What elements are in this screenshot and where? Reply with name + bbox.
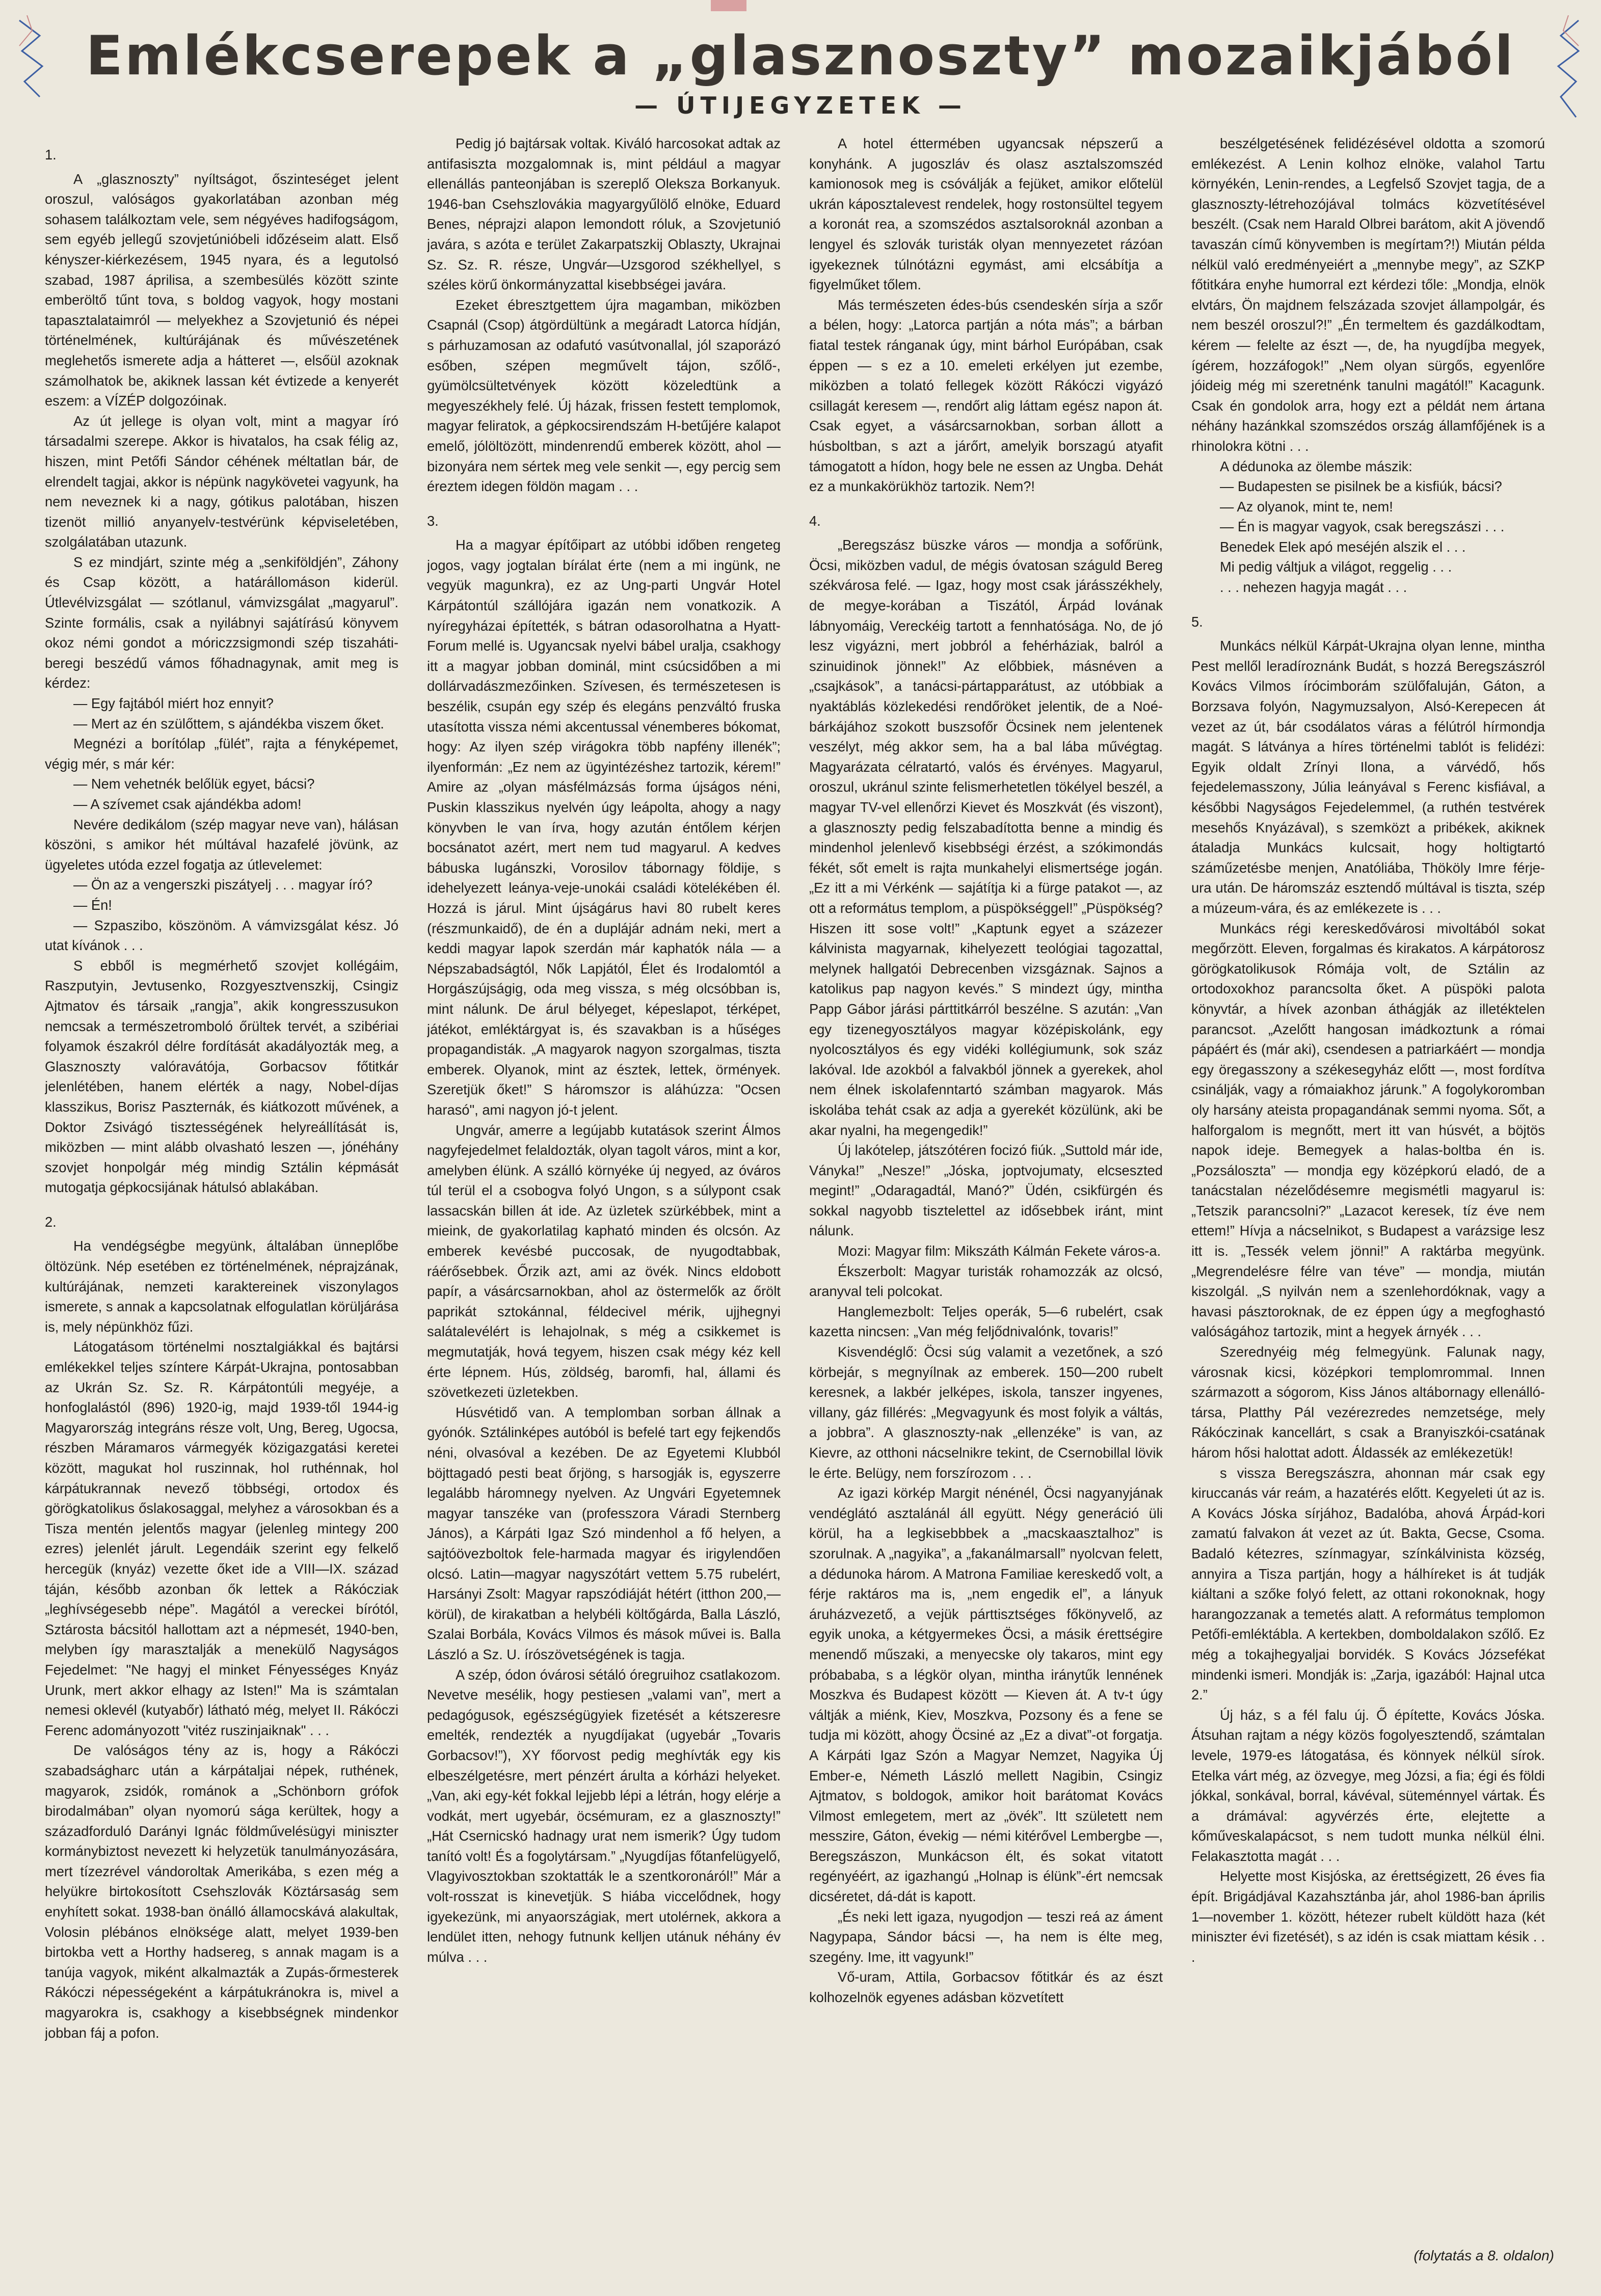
article-paragraph: beszélgetésének felidézésével oldotta a szomorú emlékezést. A Lenin kolhoz elnöke, valahol Tartu környékén, Lenin-rendes, a Legfelső Szovjet tagja, de a glasznoszty-létrehozójával tolmács közvetítésével beszélt. (Csak nem Harald Olbrei barátom, akit A jövendő tavaszán című könyvemben is megírtam?!) Miután példa nélkül való eredményeiért a „mennybe megy”, az SZKP főtitkára enyhe humorral ezt kérdezi tőle: „Mondja, elnök elvtárs, Ön majdnem felszázada szovjet állampolgár, és nem beszél oroszul?!” „Én termeltem és gazdálkodtam, kérem — felelte az észt —, de, ha nyugdíjba megyek, ígérem, hozzáfogok!” „Nem olyan sürgős, egyenlőre jóideig még mi szeretnénk tanulni magától!” Kacagunk. Csak én gondolok arra, hogy ezt a példát nem ártana néhány hazánkkal szomszédos ország államfőjének is a rhinolokra kötni . . . <box>1191 136 1545 454</box>
article-paragraph: Hanglemezbolt: Teljes operák, 5—6 rubelért, csak kazetta nincsen: „Van még feljődnivalónk, tovaris!” <box>809 1303 1163 1340</box>
column-3 <box>809 133 1163 2232</box>
article-paragraph: Pedig jó bajtársak voltak. Kiváló harcosokat adtak az antifasiszta mozgalomnak is, mint például a magyar ellenállás panteonjában is szereplő Olekszа Borkanyuk. 1946-ban Csehszlovákia magyargyűlölő elnöke, Eduard Benes, néprajzi alapon lemondott róluk, a Szovjetunió javára, s azóta e terület Zakarpatszkij Oblaszty, Ukrajnai Sz. Sz. R. része, Ungvár—Uzsgorod székhellyel, s széles körű önkormányzattal kisebbségei javára. <box>427 136 781 293</box>
article-paragraph: Új ház, s a fél falu új. Ő építette, Kovács Jóska. Átsuhan rajtam a négy közös fogolyesztendő, számtalan levele, 1979-es látogatása, és könnyek nélkül sírok. Etelka várt még, az özvegye, meg Józsi, a fia; égi és földi jókkal, sonkával, borral, kávéval, süteménnyel vártak. És a drámával: agyvérzés érte, elejtette a kőműveskalapácsot, s nem tudott munka nélkül élni. Felakasztotta magát . . . <box>1191 1707 1545 1864</box>
article-paragraph: Mozi: Magyar film: Mikszáth Kálmán Fekete város-a. <box>838 1243 1161 1259</box>
article-paragraph: Új lakótelep, játszótéren focizó fiúk. „Suttold már ide, Ványka!” „Nesze!” „Jóska, joptvojumaty, elcseszted megint!” „Odaragadtál, Manó?” Üdén, csikfürgén és sokkal nagyobb tisztelettel az idősebbek iránt, mint nálunk. <box>809 1142 1163 1239</box>
article-paragraph: De valóságos tény az is, hogy a Rákóczi szabadságharc után a kárpátaljai népek, ruthének, magyarok, zsidók, románok a „Schönborn grófok birodalmában” olyan nyomorú sága kerültek, hogy a századforduló Darányi Ignác földművelésügyi miniszter kormánybiztost nevezett ki helyzetük tanulmányozására, mert tízezrével vándoroltak Amerikába, s ezen még a helyükre birtokosított Csehszlovák Köztársaság sem enyhített sokat. 1938-ban önálló államocskává alakultak, Volosin plébános elnöksége alatt, melyet 1939-ben birtokba vett a Horthy hadsereg, s annak magam is a tanúja vagyok, miként alkalmazták a Zupás-őrmesterek Rákóczi népességeként a kárpátukránokra is, mivel a magyarokra is, csakhogy a kisebbségnek mindenkor jobban fáj a pofon. <box>45 1742 398 2041</box>
article-paragraph: „És neki lett igaza, nyugodjon — teszi reá az áment Nagypapa, Sándor bácsi —, ha nem is élte meg, szegény. Ime, itt vagyunk!” <box>809 1908 1163 1965</box>
article-paragraph: „Beregszász büszke város — mondja a sofőrünk, Öcsi, miközben vadul, de mégis óvatosan száguld Bereg székvárosa felé. — Igaz, hogy most csak járásszékhely, de megye-korában a Tiszától, Árpád lovának lábnyomáig, Vereckéig tartott a fennhatósága. No, de jó lesz vigyázni, mert jobbról a fehérháziak, balról a szinuidinok jönnek!” Az előbbiek, másnéven a „csajkások”, a tanácsi-pártapparátust, az utóbbiak a nyaktáblás közlekedési rendőröket jelentik, de a Noé-bárkájához szokott buszsofőr Öcsinek nem jelentenek veszélyt, még akkor sem, ha a bal lába művégtag. Magyarázata célratartó, valós és érvényes. Magyarul, oroszul, ukránul szinte felismerhetetlen tökélyel beszél, a magyar TV-vel ellenőrzi Kievet és Moszkvát (és viszont), a glasznoszty pedig felszabadította benne a mindig és mindenhol jelenlevő kisebbségi érzést, a szókimondás fékét, sőt emelt is rajta munkahelyi elismertsége jogán. „Ez itt a mi Vérkénk — sajátítja ki a fürge patakot —, az ott a református templom, a püspökséggel!” „Püspökség? Hiszen itt sose volt!” „Kaptunk egyet a százezer kálvinista magyarnak, kihelyezett teológiai tagozattal, melynek hallgatói Debrecenben vizsgáznak. Sajnos a katolikus pap nagyon kevés.” S mindezt úgy, mintha Papp Gábor járási párttitkárról beszélne. S azután: „Van egy tizenegyosztályos magyar középiskolánk, egy nyolcosztályos és egy vidéki kollégiumunk, sok száz lakóval. Ide azokból a falvakból jönnek a gyerekek, ahol nem élnek iskolafenntartó számban magyarok. Más iskolába tehát csak az adja a gyerekét közülünk, aki be akar nyalni, ha megengedik!” <box>809 537 1163 1138</box>
column-4 <box>1191 133 1545 2232</box>
article-paragraph: Szerednyéig még felmegyünk. Falunak nagy, városnak kicsi, középkori templomrommal. Innen származott a sógorom, Kiss János altábornagy ellenálló-társa, Platthy Pál vezérezredes nemzetsége, mely Rákóczinak kancellárt, s csak a Branyiszkói-csatának három hősi halottat adott. Áldassék az emlékezetük! <box>1191 1344 1545 1461</box>
article-paragraph: — A szívemet csak ajándékba adom! <box>73 796 302 812</box>
article-paragraph: Helyette most Kisjóska, az érettségizett, 26 éves fia épít. Brigádjával Kazahsztánba jár, ahol 1986-ban április 1—november 1. között, hétezer rubelt küldött haza (két miniszter évi fizetését), s az idén is csak miattam késik . . . <box>1191 1868 1545 1965</box>
article-paragraph: Más természeten édes-bús csendeskén sírja a szőr a bélen, hogy: „Latorca partján a nóta más”; a bárban fiatal testek ránganak úgy, mint bárhol Európában, csak éppen — s ez a 10. emeleti erkélyen jut ezembe, miközben a tolató fellegek között Rákóczi vigyázó csillagát keresem —, rendőrt alig láttam egész napon át. Csak egyet, a vásárcsarnokban, sorban állott a húsboltban, s azt a járőrt, amelyik borszagú atyafit támogatott a hídon, hogy bele ne essen az Ungba. Dehát ez a munkakörükhöz tartozik. Nem?! <box>809 296 1163 495</box>
article-paragraph: — Budapesten se pisilnek be a kisfiúk, bácsi? <box>1220 478 1502 495</box>
article-paragraph: Munkács régi kereskedővárosi mivoltából sokat megőrzött. Eleven, forgalmas és kirakatos. A kárpátorosz görögkatolikusok Rómája volt, de Sztálin az ortodoxokhoz parancsolta őket. A püspöki palota könyvtár, a hívek azonban áthágják az illetéktelen parancsot. „Azelőtt hangosan imádkoztunk a római pápáért és (már aki), csendesen a patriarkáért — mondja egy öregasszony a székesegyház előtt —, most fordítva csinálják, vagy a rómaiakhoz járunk.” A fogolykoromban oly harsány ateista propagandának semmi nyoma. Sőt, a halforgalom is megnőtt, mert itt van húsvét, a böjtös napok ideje. Bemegyek a halas-boltba én is. „Pozsáloszta” — mondja egy középkorú eladó, de a tanácstalan nézelődésemre megismétli magyarul is: „Tetszik parancsolni?” „Lazacot keresek, tíz éve nem ettem!” Hívja a nácselnikot, s Budapest a varázsige lesz itt is. „Tessék velem jönni!” A raktárba megyünk. „Megrendelésre félre van téve” — mondja, miután kiszolgál. „S nyilván nem a szenlehordóknak, vagy a havasi pásztoroknak, de ez éppen úgy a megfoghastó valóságához tartozik, mint a hegyek árnyék . . . <box>1191 920 1545 1340</box>
article-columns <box>45 133 1545 2232</box>
article-paragraph: Megnézi a borítólap „fülét”, rajta a fényképemet, végig mér, s már kér: <box>45 736 398 772</box>
article-paragraph: Benedek Elek apó meséjén alszik el . . . <box>1220 538 1466 555</box>
article-paragraph: — Én! <box>73 897 112 913</box>
article-subtitle: — ÚTIJEGYZETEK — <box>634 92 967 119</box>
article-paragraph: Ha vendégségbe megyünk, általában ünneplőbe öltözünk. Nép esetében ez történelmének, néprajzának, kultúrájának, nemzeti karaktereinek viszonylagos ismerete, s annak a kapcsolatnak elfogulatlan körüljárása is, mely népünkhöz fűzi. <box>45 1238 398 1335</box>
column-2 <box>427 133 781 2232</box>
article-paragraph: Kisvendéglő: Öcsi súg valamit a vezetőnek, a szó körbejár, s megnyílnak az emberek. 150—200 rubelt keresnek, a lakbér jelképes, iskola, tanszer ingyenes, villany, gáz fillérés: „Megvagyunk és most folyik a váltás, a jobbra”. A glasznoszty-nak „ellenzéke” is van, az Kievre, az otthoni nácselnikre tekint, de Csernobillal lövik le érte. Belügy, nem forszírozom . . . <box>809 1344 1163 1481</box>
article-paragraph: — Szpaszibo, köszönöm. A vámvizsgálat kész. Jó utat kívánok . . . <box>45 917 398 954</box>
article-paragraph: — Nem vehetnék belőlük egyet, bácsi? <box>73 776 315 792</box>
article-paragraph: A „glasznoszty” nyíltságot, őszinteséget jelent oroszul, valóságos gyakorlatában azonban még sohasem találkoztam vele, sem négyéves hadifogságom, sem egyéb jellegű szovjetúnióbeli időzéseim alatt. Első kényszer-kiérkezésem, 1945 nyara, és a legutolsó szabad, 1987 áprilisa, a szembesülés között szinte emberöltő tűnt tova, s boldog vagyok, hogy mostani tapasztalataimról — melyekhez a Szovjetunió és népei történelmének, kultúrájának és művészetének meglehetős ismerete adja a hátteret —, elsőül azoknak számolhatok be, akiknek lassan két évtizede a kenyerét eszem: a VÍZÉP dolgozóinak. <box>45 171 398 409</box>
section-number: 1. <box>45 147 57 163</box>
article-paragraph: — Én is magyar vagyok, csak beregszászi . . . <box>1220 519 1505 535</box>
section-number: 3. <box>427 512 439 529</box>
article-paragraph: — Az olyanok, mint te, nem! <box>1220 498 1393 515</box>
column-1 <box>45 133 398 2232</box>
article-paragraph: s vissza Beregszászra, ahonnan már csak egy kiruccanás vár reám, a hazatérés előtt. Kegyeleti út az is. A Kovács Jóska sírjához, Badalóba, ahová Árpád-kori zamatú falvakon át vezet az út. Bakta, Gecse, Csoma. Badaló kétezres, színmagyar, színkálvinista község, annyira a Tisza partján, hogy a hálhíreket is át tudják kiáltani a szőke folyó felett, az ottani rokonoknak, hogy harangozzanak a temetés alatt. A református templomon Petőfi-emléktábla. A kertekben, domboldalakon szőlő. Ez még a tokajhegyaljai borvidék. S Kovács Józsefékat mindenki ismeri. Mondják is: „Zarja, igazából: Hajnal utca 2.” <box>1191 1465 1545 1703</box>
article-paragraph: Látogatásom történelmi nosztalgiákkal és bajtársi emlékekkel teljes színtere Kárpát-Ukrajna, pontosabban az Ukrán Sz. Sz. R. Kárpátontúli megyéje, a honfoglalástól (896) 1920-ig, majd 1939-től 1944-ig Magyarország integráns része volt, Ung, Bereg, Ugocsa, részben Máramaros vármegyék közigazgatási keretei között, magukat hol ruszinnak, hol ruthénnak, hol kárpátukrannak nevező többségi, ortodox és görögkatolikus őslakosaggal, melyhez a városokban és a Tisza mentén jelentős magyar (jelenleg mintegy 200 ezres) jelenlét járult. Legendáik szerint egy felkelő hercegük (knyáz) vezette őket ide a VIII—IX. század táján, később azonban ők lettek a Rákócziak „leghívségesebb népe”. Magától a vereckei bírótól, Sztárosta bácsitól hallottam azt a népmesét, 1940-ben, melyben így marasztalják a menekülő Nagyságos Fejedelmet: "Ne hagyj el minket Fényességes Knyáz Urunk, mert akkor elhagy az Isten!" Ma is számtalan nemesi oklevél (kutyabőr) látható még, melyet II. Rákóczi Ferenc adományozott "vitéz ruszinjaiknak" . . . <box>45 1339 398 1738</box>
article-paragraph: Az igazi körkép Margit nénénél, Öcsi nagyanyjának vendéglátó asztalánál áll együtt. Négy generáció üli körül, ha a legkisebbbek a „macskaasztalhoz” is szorulnak. A „nagyika”, a „fakanálmarsall” nyolcvan felett, a dédunoka három. A Matrona Familiae kereskedő volt, a férje raktáros ma is, „nem engedik el”, a lányuk áruházvezető, a vejük párttisztséges főkönyvelő, az egyik unoka, a kétgyermekes Öcsi, a másik érettségire menendő műszaki, a menyecske oly takaros, mint egy próbababa, s a légkör olyan, mintha iránytűk lennének Moszkva és Budapest között — Kieven át. A tv-t úgy váltják a miénk, Kiev, Moszkva, Pozsony és a fene se tudja mi között, ahogy Öcsiné az „Ez a divat”-ot forgatja. A Kárpáti Igaz Szón a Magyar Nemzet, Nagyika Új Ember-e, Németh László mellett Nagibin, Csingiz Ajtmatov, s boldogok, amikor hoit barátomat Kovács Vilmost emlegetem, mert az „övék”. Itt született nem messzire, Gáton, évekig — némi kitérővel Lembergbe —, Beregszászon, Munkácson élt, és sokat vitatott regényéért, az igazhangú „Holnap is élünk”-ért nemcsak dicséretet, dá-dát is kapott. <box>809 1485 1163 1905</box>
article-paragraph: S ez mindjárt, szinte még a „senkiföldjén”, Záhony és Csap között, a határállomáson kiderül. Útlevélvizsgálat — szótlanul, vámvizsgálat „magyarul”. Szinte formális, csak a nyilábnyi sajátírású könyvem okoz némi gondot a móriczzsigmondi szép tiszaháti-beregi beszédű vámos főhadnagynak, amit meg is kérdez: <box>45 554 398 691</box>
article-paragraph: Mi pedig váltjuk a világot, reggelig . . . <box>1220 559 1452 575</box>
section-number: 5. <box>1191 613 1203 630</box>
section-number: 4. <box>809 512 821 529</box>
article-paragraph: S ebből is megmérhető szovjet kollégáim, Raszputyin, Jevtusenko, Rozgyesztvenszkij, Csingiz Ajtmatov és társaik „rangja”, akik kongresszusukon nemcsak a természetromboló őrültek tervét, a szibériai folyamok északról délre fordítását akadályozták meg, a Glasznoszty valóravátója, Gorbacsov főtitkár jelenlétében, hanem elérték a nagy, Nobel-díjas klasszikus, Borisz Paszternák, és kiátkozott művének, a Doktor Zsivágó tisztességének helyreállítását is, miközben — mint alább olvasható leszen —, jónéhány szovjet honpolgár még mindig Sztálin képmását mutogatja gépkocsijának hátulsó ablakában. <box>45 957 398 1196</box>
continuation-note: (folytatás a 8. oldalon) <box>1413 2248 1554 2263</box>
article-paragraph: Ungvár, amerre a legújabb kutatások szerint Álmos nagyfejedelmet felaldozták, olyan tagolt város, mint a kor, amelyben élünk. A szálló környéke új negyed, az óváros túl terül el a csobogva folyó Ungon, s a súlypont csak lassacskán billen át ide. Az üzletek szürkébbek, mint a mieink, de gyakorlatilag kapható minden és olcsón. Az emberek kevésbé puccosak, de nyugodtabbak, ráérősebbek. Őrzik azt, ami az övék. Nincs eldobott papír, a vásárcsarnokban, ahol az östermelők az őrölt paprikát sztokánnal, féldecivel mérik, ujjhegnyi salátalevélért is lehajolnak, s még a csikkemet is megmutatják, hová tegyem, hiszen csak mégy kéz kell érte lépnem. Hús, zöldség, baromfi, hal, állami és szövetkezeti üzletekben. <box>427 1122 781 1400</box>
article-paragraph: Az út jellege is olyan volt, mint a magyar író társadalmi szerepe. Akkor is hivatalos, ha csak félig az, hiszen, mint Petőfi Sándor céhének méltatlan bár, de elrendelt tagjai, akkor is népünk nagykövetei vagyunk, ha nem neveznek ki a nagy, gótikus palotában, hiszen tizenöt millió anyanyelv-testvérünk képviseletében, szolgálatában utazunk. <box>45 413 398 550</box>
article-paragraph: — Egy fajtából miért hoz ennyit? <box>73 695 274 712</box>
article-paragraph: A hotel éttermében ugyancsak népszerű a konyhánk. A jugoszláv és olasz asztalszomszéd kamionosok meg is csóválják a fejüket, amikor előtelül ukrán káposztalevest rendelek, hogy rostonsültel tegyem a koronát rea, a szomszédos asztalsoroknál azonban a lengyel és szlovák turisták olyan mennyezetet rázóan igyekeznek túlnótázni egymást, ami elcsábítja a figyelműket tőlem. <box>809 136 1163 293</box>
red-print-mark <box>711 0 746 11</box>
article-paragraph: A dédunoka az ölembe mászik: <box>1220 458 1412 474</box>
article-paragraph: Húsvétidő van. A templomban sorban állnak a gyónók. Sztálinképes autóból is befelé tart egy fejkendős néni, olvasóval a kezében. De az Egyetemi Klubból böjttagadó pesti beat őrjöng, s harsogják is, egyszerre legalább háromnegy nyelven. Az Ungvári Egyetemnek magyar tanszéke van (professzora Váradi Sternberg János), a Kárpáti Igaz Szó mindenhol a fő helyen, a sajtóövezboltok fele-harmada magyar és irigylendően olcsó. Latin—magyar nagyszótárt vettem 5.75 rubelért, Harsányi Zsolt: Magyar rapszódiáját hétért (itthon 200,— körül), de kirakatban a helybéli költőgárda, Balla László, Szalai Borbála, Kovács Vilmos és mások művei is. Balla László a Sz. U. írószövetségének is tagja. <box>427 1404 781 1662</box>
article-paragraph: Ha a magyar építőipart az utóbbi időben rengeteg jogos, vagy jogtalan bírálat érte (nem a mi ingünk, ne vegyük magunkra), ez az Ung-parti Ungvár Hotel Kárpátontúl szállójára igazán nem vonatkozik. A nyíregyházai építették, s bátran odasorolhatna a Hyatt-Forum mellé is. Ugyancsak nyelvi bábel uralja, csakhogy itt a magyar jobban dominál, mint csúcsidőben a mi dollárvadászmezőinken. Szívesen, és természetesen is beszélik, csupán egy szép és elegáns penzváltó fruska utasította vissza némi akcentussal vénemberes bókomat, hogy: Az ilyen szép virágokra több napfény illenék”; ilyenformán: „Ez nem az ügyintézéshez tartozik, kérem!” Amire az „olyan másfélmázsás forma újságos néni, Puskin klasszikus nyelvén úgy leápolta, ahogy a nagy könyvben le van írva, hogy azután éntőlem kérjen bocsánatot azért, mert nem tud magyarul. A kedves bábuska lugánszki, Vorosilov tábornagy földije, s idehelyezett leánya-veje-unokái családi kötelékében él. Hozzá is járul. Mint újságárus havi 80 rubelt keres (részmunkaidő), de én a duplájár adnám neki, mert a keddi magyar lapok szerdán már kaphatók nála — a Népszabadságtól, Nők Lapjától, Élet és Irodalomtól a Horgászújságig, oda meg vissza, s még olcsóbban is, mint nálunk. De árul bélyeget, képeslapot, térképet, játékot, emléktárgyat is, és szavakban is a hűséges propagandisták. „A magyarok nagyon szorgalmas, tiszta emberek. Olyanok, mint az észtek, lettek, örmények. Szeretjük őket!” S háromszor is aláhúzza: "Ocsen harasó", ami nagyon jó-t jelent. <box>427 537 781 1118</box>
article-paragraph: Vő-uram, Attila, Gorbacsov főtitkár és az észt kolhozelnök egyenes adásban közvetített <box>809 1969 1163 2006</box>
article-paragraph: . . . nehezen hagyja magát . . . <box>1220 579 1407 596</box>
article-paragraph: Ezeket ébresztgettem újra magamban, miközben Csapnál (Csop) átgördültünk a megáradt Latorca hídján, s párhuzamosan az odafutó vasútvonallal, jól szaporázó esőben, szépen megművelt tájon, szőlő-, gyümölcsültetvények között közeledtünk a megyeszékhely felé. Új házak, frissen festett templomok, magyar feliratok, a gépkocsirendszám H-betűjére kalapot emelő, jólöltözött, mindenrendű emberek között, ahol — bizonyára nem sértek meg vele senkit —, egy percig sem éreztem idegen földön magam . . . <box>427 296 781 495</box>
article-title: Emlékcserepek a „glasznoszty” mozaikjából <box>86 24 1515 87</box>
article-paragraph: Ékszerbolt: Magyar turisták rohamozzák az olcsó, aranyval teli polcokat. <box>809 1263 1163 1300</box>
article-paragraph: — Ön az a vengerszki piszátyelj . . . magyar író? <box>73 877 373 893</box>
article-paragraph: Munkács nélkül Kárpát-Ukrajna olyan lenne, mintha Pest mellől leradíroznánk Budát, s hozzá Beregszászról Kovács Vilmos írócimborám szülőfaluján, Gáton, a Borzsava folyón, Nagymuzsalyon, Alsó-Kerepecen át vezet az út, bár csodálatos váras a félútról hírmondja magát. S látványa a híres történelmi tablót is felidézi: Egyik oldalt Zrínyi Ilona, a várvédő, hős fejedelemasszony, Júlia leányával s Ferenc kisfiával, a későbbi Nagyságos Fejedelemmel, (a ruthén testvérek mesehős Knyázával), s szemközt a pribékek, akiknek átaladja Munkács kulcsait, hogy holtigtartó száműzetésbe menjen, Anatóliába, Thököly Imre férje-ura után. De háromszáz esztendő múltával is tiszta, szép a múzeum-vára, és az emlékezete is . . . <box>1191 638 1545 916</box>
section-number: 2. <box>45 1213 57 1230</box>
article-paragraph: A szép, ódon óvárosi sétáló óregruihoz csatlakozom. Nevetve mesélik, hogy pestiesen „valami van”, mert a pedagógusok, egészségügyiek fizetését a kétszeresre emelték, rendezték a nyugdíjakat (ugyebár „Tovaris Gorbacsov!”), XY főorvost pedig meghívták egy kis elbeszélgetésre, mert pénzért árulta a kórházi helyeket. „Van, aki egy-két fokkal lejjebb lépi a létrán, hogy elérje a vodkát, mert ugyebár, öcsémuram, ez a glasznoszty!” „Hát Csernicskó hadnagy urat nem ismerik? Úgy tudom tanító volt! És a fogolytársam.” „Nyugdíjas főtanfelügyelő, Vlagyivosztokban szoktatták le a szentkoronáról!” Már a volt-rosszat is kinevetjük. S hiába viccelődnek, hogy igyekezünk, mi anyaországiak, mert utolérnek, akkora a lendület itten, nehogy futnunk kelljen utánuk néhány év múlva . . . <box>427 1666 781 1965</box>
article-paragraph: Nevére dedikálom (szép magyar neve van), hálásan köszöni, s amikor hét múltával hazafelé jövünk, az ügyeletes utóda ezzel fogatja az útlevelemet: <box>45 816 398 873</box>
article-paragraph: — Mert az én szülőttem, s ajándékba viszem őket. <box>73 715 384 732</box>
